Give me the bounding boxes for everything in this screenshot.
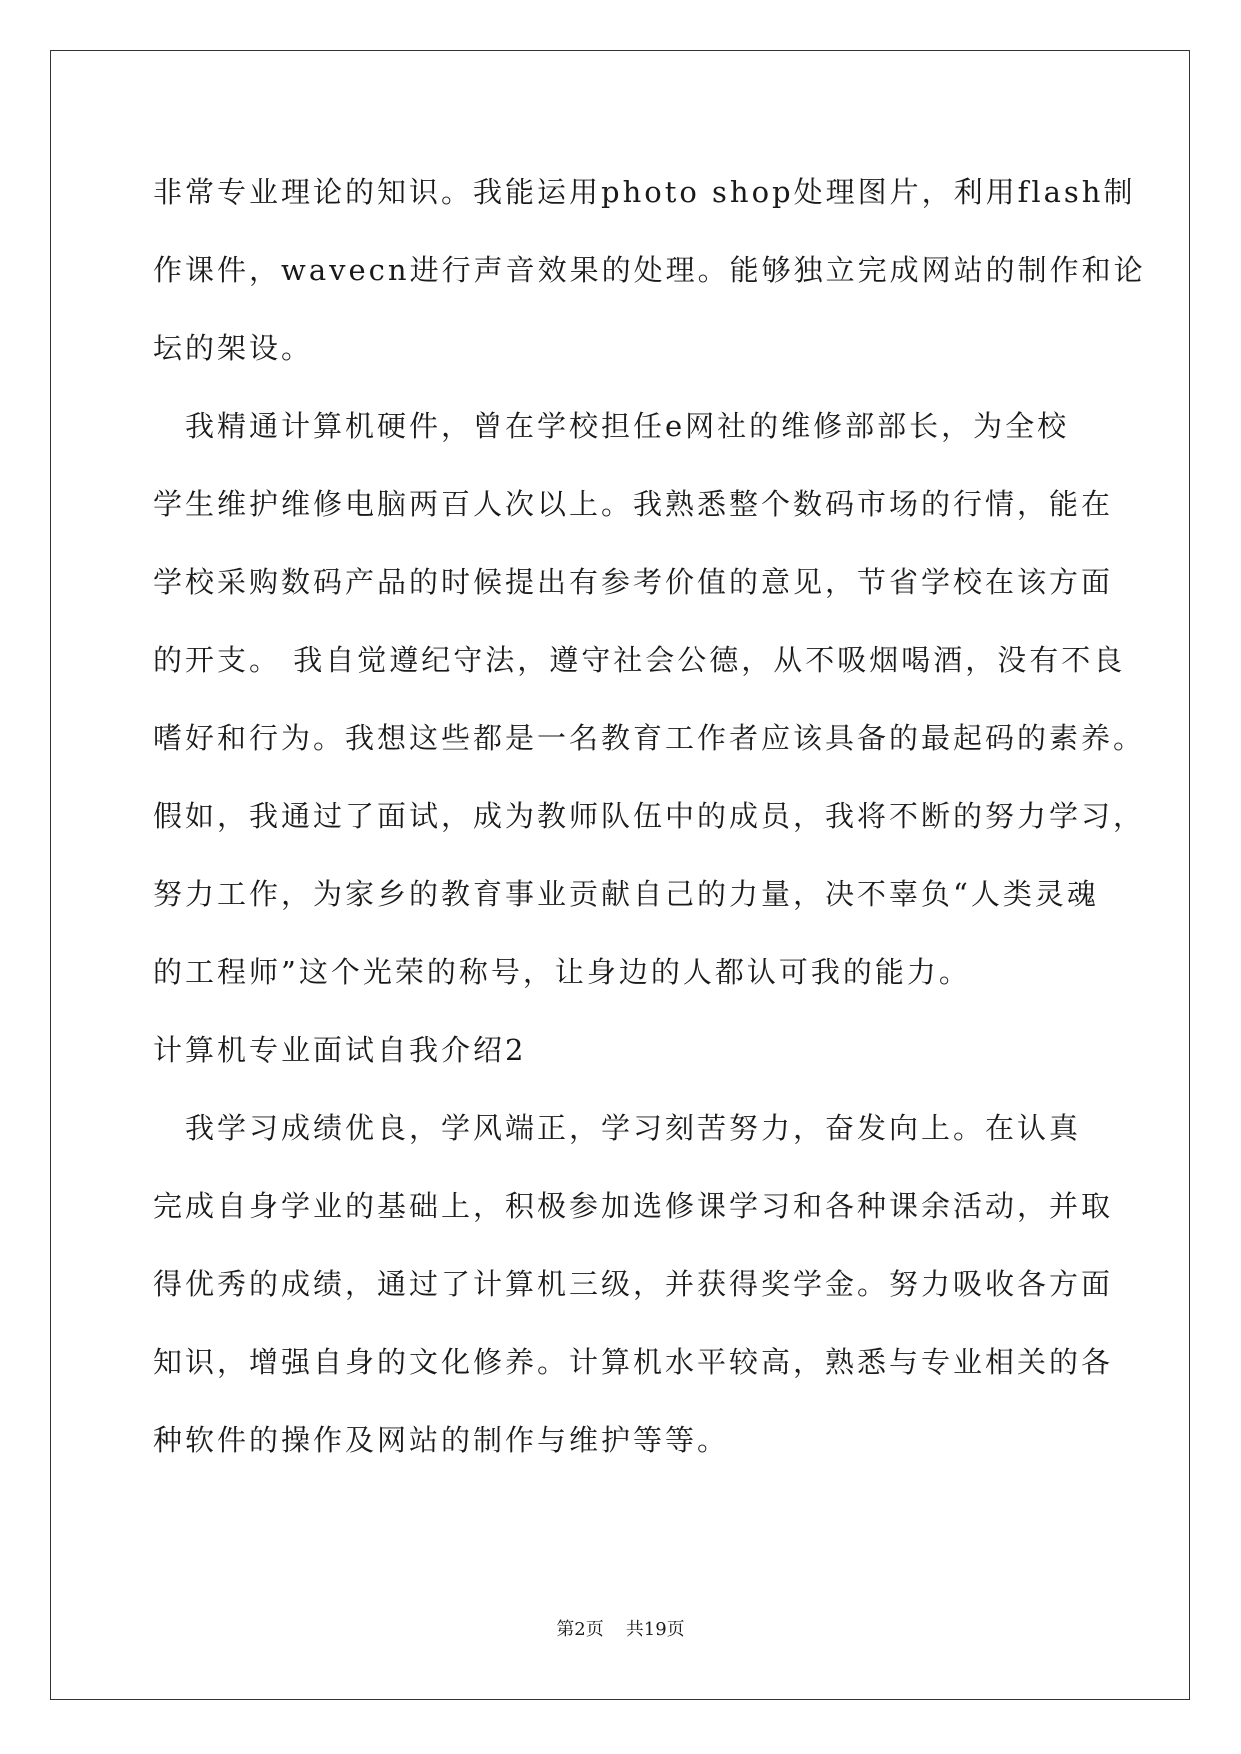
section-heading: 计算机专业面试自我介绍2 [153, 1033, 527, 1067]
body-line-15: 知识，增强自身的文化修养。计算机水平较高，熟悉与专业相关的各 [153, 1345, 1114, 1379]
body-line-2: 作课件，wavecn进行声音效果的处理。能够独立完成网站的制作和论 [153, 253, 1146, 287]
body-line-14: 得优秀的成绩，通过了计算机三级，并获得奖学金。努力吸收各方面 [153, 1267, 1114, 1301]
body-line-5: 学生维护维修电脑两百人次以上。我熟悉整个数码市场的行情，能在 [153, 487, 1114, 521]
page-number: 第2页 [556, 1619, 604, 1640]
body-line-13: 完成自身学业的基础上，积极参加选修课学习和各种课余活动，并取 [153, 1189, 1114, 1223]
body-line-8: 嗜好和行为。我想这些都是一名教育工作者应该具备的最起码的素养。 [153, 721, 1146, 755]
body-line-16: 种软件的操作及网站的制作与维护等等。 [153, 1423, 730, 1457]
body-line-12: 我学习成绩优良，学风端正，学习刻苦努力，奋发向上。在认真 [153, 1111, 1082, 1145]
page-total: 共19页 [625, 1619, 685, 1640]
page-footer [0, 1618, 1241, 1642]
body-line-9: 假如，我通过了面试，成为教师队伍中的成员，我将不断的努力学习， [153, 799, 1146, 833]
body-line-6: 学校采购数码产品的时候提出有参考价值的意见，节省学校在该方面 [153, 565, 1114, 599]
body-line-4: 我精通计算机硬件，曾在学校担任e网社的维修部部长，为全校 [153, 409, 1070, 443]
body-line-11: 的工程师”这个光荣的称号，让身边的人都认可我的能力。 [153, 955, 971, 989]
body-line-10: 努力工作，为家乡的教育事业贡献自己的力量，决不辜负“人类灵魂 [153, 877, 1099, 911]
body-line-7: 的开支。 我自觉遵纪守法，遵守社会公德，从不吸烟喝酒，没有不良 [153, 643, 1126, 677]
body-line-1: 非常专业理论的知识。我能运用photo shop处理图片，利用flash制 [153, 175, 1136, 209]
body-line-3: 坛的架设。 [153, 331, 314, 365]
